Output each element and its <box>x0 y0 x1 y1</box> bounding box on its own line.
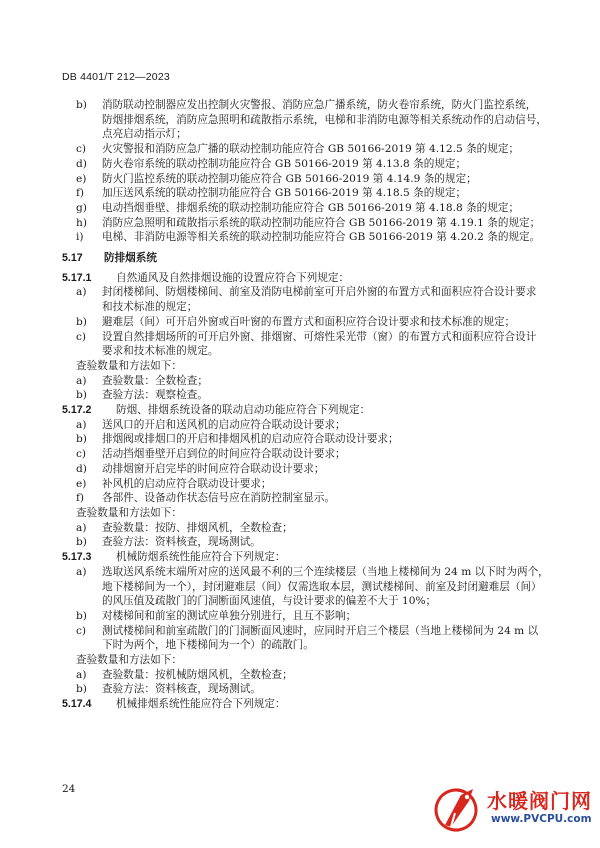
requirement-item-line <box>62 624 552 639</box>
method-item-line <box>62 521 552 536</box>
requirement-item-text: 送风口的开启和送风机的启动应符合联动设计要求； <box>102 418 346 431</box>
requirement-item-text: 的风压值及疏散门的门洞断面风速值，与设计要求的偏差不大于 10%； <box>102 595 437 608</box>
watermark-pen-icon <box>431 781 485 835</box>
requirement-item-text: 地下楼梯间为一个），封闭避难层（间）仅需选取本层，测试楼梯间、前室及封闭避难层（间） <box>102 580 542 593</box>
requirement-item-label: a) <box>76 565 87 578</box>
list-item-text: 电梯、非消防电源等相关系统的联动控制功能应符合 GB 50166-2019 第 4.20.2 条的规定。 <box>102 231 541 244</box>
list-item-label: i) <box>76 231 84 244</box>
requirement-item-line <box>62 477 552 492</box>
method-item-text: 查验数量：按防、排烟风机，全数检查； <box>102 521 293 534</box>
requirement-item-text: 动排烟窗开启完毕的时间应符合联动设计要求； <box>102 462 325 475</box>
method-item-line <box>62 535 552 550</box>
requirement-item-line <box>62 491 552 506</box>
list-item-text: 防火卷帘系统的联动控制功能应符合 GB 50166-2019 第 4.13.8 条的规定； <box>102 157 467 170</box>
requirement-item-label: e) <box>76 477 87 490</box>
list-item-label: b) <box>76 99 87 111</box>
list-item-line <box>62 157 552 172</box>
method-item-text: 查验方法：资料核查，现场测试。 <box>102 683 261 696</box>
clause-title: 机械排烟系统性能应符合下列规定： <box>116 698 286 711</box>
requirement-item-line <box>62 330 552 345</box>
method-item-line <box>62 388 552 403</box>
list-item-text: 火灾警报和消防应急广播的联动控制功能应符合 GB 50166-2019 第 4.12.5 条的规定； <box>102 143 520 156</box>
method-intro: 查验数量和方法如下： <box>76 654 182 667</box>
list-item-label: f) <box>76 187 85 200</box>
requirement-item-label: a) <box>76 418 87 431</box>
list-item-text: 电动挡烟垂壁、排烟系统的联动控制功能应符合 GB 50166-2019 第 4.18.8 条的规定； <box>102 201 520 214</box>
requirement-item-line <box>62 300 552 315</box>
clause-title: 防烟、排烟系统设备的联动启动功能应符合下列规定： <box>116 404 371 417</box>
requirement-item-label: a) <box>76 286 87 299</box>
requirement-item-line <box>62 609 552 624</box>
list-item-label: g) <box>76 201 87 214</box>
requirement-item-text: 测试楼梯间和前室疏散门的门洞断面风速时，应同时开启三个楼层（当地上楼梯间为 24 m 以 <box>102 624 539 637</box>
requirement-item-label: c) <box>76 448 87 461</box>
requirement-item-line <box>62 432 552 447</box>
clause-heading <box>62 403 552 418</box>
document-body <box>62 98 552 712</box>
section-number: 5.17 <box>62 252 83 265</box>
method-item-text: 查验数量：按机械防烟风机，全数检查； <box>102 668 293 681</box>
list-item-label: c) <box>76 143 87 156</box>
method-item-text: 查验方法：资料核查，现场测试。 <box>102 536 261 549</box>
watermark-logo <box>431 781 596 843</box>
requirement-item-text: 排烟阀或排烟口的开启和排烟风机的启动应符合联动设计要求； <box>102 433 399 446</box>
clause-heading <box>62 271 552 286</box>
list-item-line <box>62 98 552 113</box>
list-item-label: d) <box>76 157 87 170</box>
requirement-item-text: 设置自然排烟场所的可开启外窗、排烟窗、可熔性采光带（窗）的布置方式和面积应符合设计 <box>102 330 537 343</box>
clause-number: 5.17.3 <box>62 551 92 564</box>
requirement-item-text: 下时为两个，地下楼梯间为一个）的疏散门。 <box>102 639 314 652</box>
requirement-item-text: 对楼梯间和前室的测试应单独分别进行，且互不影响； <box>102 609 357 622</box>
section-title: 防排烟系统 <box>104 252 157 265</box>
method-item-label: a) <box>76 668 87 681</box>
method-item-label: b) <box>76 683 87 696</box>
requirement-item-line <box>62 565 552 580</box>
list-item-text: 消防联动控制器应发出控制火灾警报、消防应急广播系统，防火卷帘系统，防火门监控系统， <box>102 99 537 111</box>
requirement-item-line <box>62 285 552 300</box>
requirement-item-label: f) <box>76 492 85 505</box>
list-item-line <box>62 186 552 201</box>
requirement-item-text: 活动挡烟垂壁开启到位的时间应符合联动设计要求； <box>102 448 346 461</box>
list-item-label: e) <box>76 172 87 185</box>
requirement-item-text: 避难层（间）可开启外窗或百叶窗的布置方式和面积应符合设计要求和技术标准的规定； <box>102 315 516 328</box>
list-item-line <box>62 142 552 157</box>
requirement-item-line <box>62 462 552 477</box>
clause-number: 5.17.2 <box>62 404 92 417</box>
clause-title: 自然通风及自然排烟设施的设置应符合下列规定： <box>116 271 350 284</box>
list-item-line <box>62 113 552 128</box>
clause-title: 机械防烟系统性能应符合下列规定： <box>116 551 286 564</box>
requirement-item-line <box>62 315 552 330</box>
method-item-line <box>62 682 552 697</box>
requirement-item-line <box>62 638 552 653</box>
clause-number: 5.17.1 <box>62 271 92 284</box>
requirement-item-label: b) <box>76 433 87 446</box>
requirement-item-text: 要求和技术标准的规定。 <box>102 345 219 358</box>
list-item-text: 防火门监控系统的联动控制功能应符合 GB 50166-2019 第 4.14.9 条的规定； <box>102 172 477 185</box>
method-item-text: 查验方法：观察检查。 <box>102 389 208 402</box>
document-code: DB 4401/T 212—2023 <box>62 71 170 83</box>
requirement-item-line <box>62 344 552 359</box>
list-item-line <box>62 216 552 231</box>
list-item-label: h) <box>76 216 87 229</box>
clause-heading <box>62 697 552 712</box>
watermark-url: www.PVCPU.com <box>491 813 592 825</box>
watermark-name: 水暖阀门网 <box>487 789 592 813</box>
requirement-item-text: 和技术标准的规定； <box>102 301 198 314</box>
method-item-label: b) <box>76 389 87 402</box>
list-item-line <box>62 201 552 216</box>
requirement-item-label: c) <box>76 624 87 637</box>
requirement-item-text: 选取送风系统末端所对应的送风最不利的三个连续楼层（当地上楼梯间为 24 m 以下时为两个， <box>102 565 549 578</box>
list-item-text: 消防应急照明和疏散指示系统的联动控制功能应符合 GB 50166-2019 第 4.19.1 条的规定； <box>102 216 541 229</box>
requirement-item-text: 各部件、设备动作状态信号应在消防控制室显示。 <box>102 492 336 505</box>
method-intro: 查验数量和方法如下： <box>76 359 182 372</box>
requirement-item-text: 封闭楼梯间、防烟楼梯间、前室及消防电梯前室可开启外窗的布置方式和面积应符合设计要求 <box>102 286 537 299</box>
list-item-line <box>62 127 552 142</box>
method-item-label: a) <box>76 521 87 534</box>
requirement-item-line <box>62 418 552 433</box>
requirement-item-line <box>62 594 552 609</box>
method-item-line <box>62 374 552 389</box>
requirement-item-label: d) <box>76 462 87 475</box>
list-item-text: 加压送风系统的联动控制功能应符合 GB 50166-2019 第 4.18.5 条的规定； <box>102 187 467 200</box>
requirement-item-label: b) <box>76 609 87 622</box>
requirement-item-text: 补风机的启动应符合联动设计要求； <box>102 477 272 490</box>
method-item-line <box>62 668 552 683</box>
requirement-item-line <box>62 447 552 462</box>
requirement-item-label: c) <box>76 330 87 343</box>
method-item-label: a) <box>76 374 87 387</box>
clause-heading <box>62 550 552 565</box>
clause-number: 5.17.4 <box>62 698 92 711</box>
list-item-text: 防烟排烟系统，消防应急照明和疏散指示系统，电梯和非消防电源等相关系统动作的启动信号， <box>102 113 547 126</box>
section-heading <box>62 251 552 266</box>
requirement-item-label: b) <box>76 315 87 328</box>
method-item-text: 查验数量：全数检查； <box>102 374 208 387</box>
page-number: 24 <box>62 783 76 795</box>
list-item-line <box>62 230 552 245</box>
method-intro: 查验数量和方法如下： <box>76 506 182 519</box>
method-item-label: b) <box>76 536 87 549</box>
list-item-text: 点亮启动指示灯； <box>102 128 187 141</box>
list-item-line <box>62 172 552 187</box>
requirement-item-line <box>62 580 552 595</box>
